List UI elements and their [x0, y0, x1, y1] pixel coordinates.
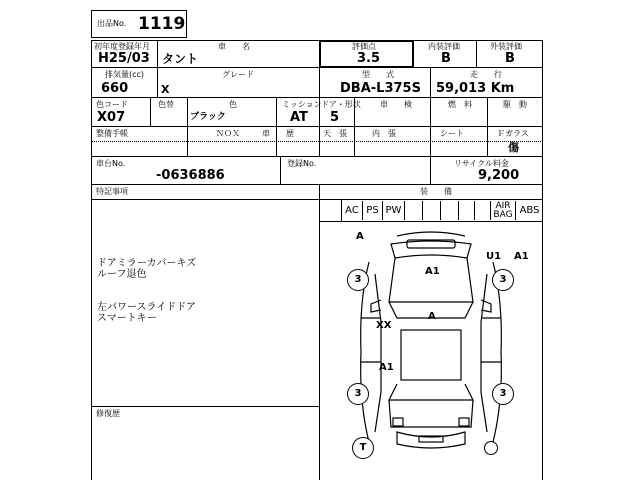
spare-tyre-blank — [484, 441, 498, 455]
doors-label: ドア・形状 — [321, 100, 361, 109]
equipment-slot — [404, 201, 422, 220]
equipment-ps: PS — [362, 201, 382, 220]
note-line — [97, 280, 196, 302]
mileage-label: 走 行 — [470, 70, 502, 79]
rear-window-shape — [389, 384, 473, 400]
exterior-grade-label: 外装評価 — [490, 42, 522, 51]
headliner-label: 天 張 — [323, 129, 347, 138]
model-code-value: DBA-L375S — [340, 81, 421, 96]
note-line: ドアミラーカバーキズ — [97, 258, 197, 269]
equipment-label: 装 備 — [420, 187, 452, 196]
equipment-airbag: AIR BAG — [490, 201, 515, 220]
equipment-pw: PW — [382, 201, 404, 220]
color-code-label: 色コード — [96, 100, 128, 109]
hood-shape — [389, 258, 473, 302]
recycle-fee-value: 9,200 — [478, 168, 520, 183]
nox-label: ＮＯＸ — [216, 129, 240, 138]
transmission-value: AT — [290, 110, 308, 125]
damage-mark-roof: A — [428, 311, 436, 322]
seat-label: シート — [440, 129, 464, 138]
roof-shape — [401, 330, 461, 380]
chassis-number-label: 車台No. — [96, 159, 126, 168]
displacement-value: 660 — [101, 81, 129, 96]
equipment-ac: AC — [341, 201, 362, 220]
rear-bumper-shape — [397, 432, 465, 448]
color-code-value: X07 — [97, 110, 126, 125]
note-line: 左パワースライドドア — [97, 302, 196, 313]
repaint-label: 色替 — [158, 100, 174, 109]
damage-mark-right-mirror: U1 — [486, 251, 502, 262]
history-label: 車 歴 — [262, 129, 294, 138]
notes-body — [97, 258, 196, 324]
equipment-slot — [474, 201, 490, 220]
car-name-value: タント — [162, 52, 199, 66]
registration-label: 登録No. — [287, 159, 317, 168]
equipment-abs: ABS — [515, 201, 543, 220]
score-label: 評価点 — [352, 42, 376, 51]
color-label: 色 — [229, 100, 237, 109]
mileage-value: 59,013 Km — [436, 81, 515, 96]
equipment-slot — [458, 201, 474, 220]
car-name-label: 車 名 — [218, 42, 250, 51]
score-value: 3.5 — [357, 51, 381, 66]
windshield-label: Ｆガラス — [497, 129, 529, 138]
tyre-front-left: 3 — [347, 269, 369, 291]
service-book-label: 整備手帳 — [96, 129, 128, 138]
damage-mark-left-door: XX — [376, 320, 392, 331]
displacement-label: 排気量(cc) — [105, 70, 145, 79]
damage-mark-left-rear: A1 — [379, 362, 394, 373]
note-line: スマートキー — [97, 313, 157, 324]
front-bumper-shape — [397, 232, 465, 236]
interior-grade-value: B — [441, 51, 451, 66]
recycle-fee-label: リサイクル料金 — [454, 159, 509, 168]
year-value: H25/03 — [98, 51, 150, 66]
model-code-label: 型 式 — [362, 70, 394, 79]
trim-label: 内 張 — [372, 129, 396, 138]
damage-mark-front-bumper: A — [356, 231, 364, 242]
transmission-label: ミッション — [282, 100, 322, 109]
inspection-label: 車 検 — [380, 100, 412, 109]
lot-number-value: 1119 — [138, 14, 186, 34]
right-door-line — [481, 274, 487, 432]
year-label: 初年度登録年月 — [94, 42, 150, 51]
front-fascia-shape — [391, 241, 471, 258]
tyre-rear-right: 3 — [492, 383, 514, 405]
note-line: ルーフ退色 — [97, 269, 147, 280]
tyre-front-right: 3 — [492, 269, 514, 291]
exterior-grade-value: B — [505, 51, 515, 66]
lot-number-label: 出品No. — [97, 19, 127, 28]
left-door-line — [375, 274, 381, 432]
repair-history-label: 修復歴 — [96, 409, 120, 418]
equipment-slot — [422, 201, 440, 220]
color-value: ブラック — [190, 112, 226, 122]
grade-label: グレード — [222, 70, 254, 79]
windshield-value: 傷 — [508, 141, 519, 154]
car-damage-diagram — [319, 222, 543, 480]
drive-label: 駆 動 — [503, 100, 527, 109]
tyre-rear-left: 3 — [347, 383, 369, 405]
equipment-slot — [440, 201, 458, 220]
spare-tyre: T — [352, 437, 374, 459]
doors-value: 5 — [330, 110, 340, 125]
interior-grade-label: 内装評価 — [428, 42, 460, 51]
damage-mark-hood: A1 — [425, 266, 440, 277]
grade-value: X — [161, 83, 170, 96]
rear-gate-shape — [389, 400, 473, 427]
notes-label: 特記事項 — [96, 187, 128, 196]
fuel-label: 燃 料 — [448, 100, 472, 109]
damage-mark-right-front: A1 — [514, 251, 529, 262]
lot-number-box — [91, 10, 187, 38]
chassis-number-value: -0636886 — [156, 168, 225, 183]
